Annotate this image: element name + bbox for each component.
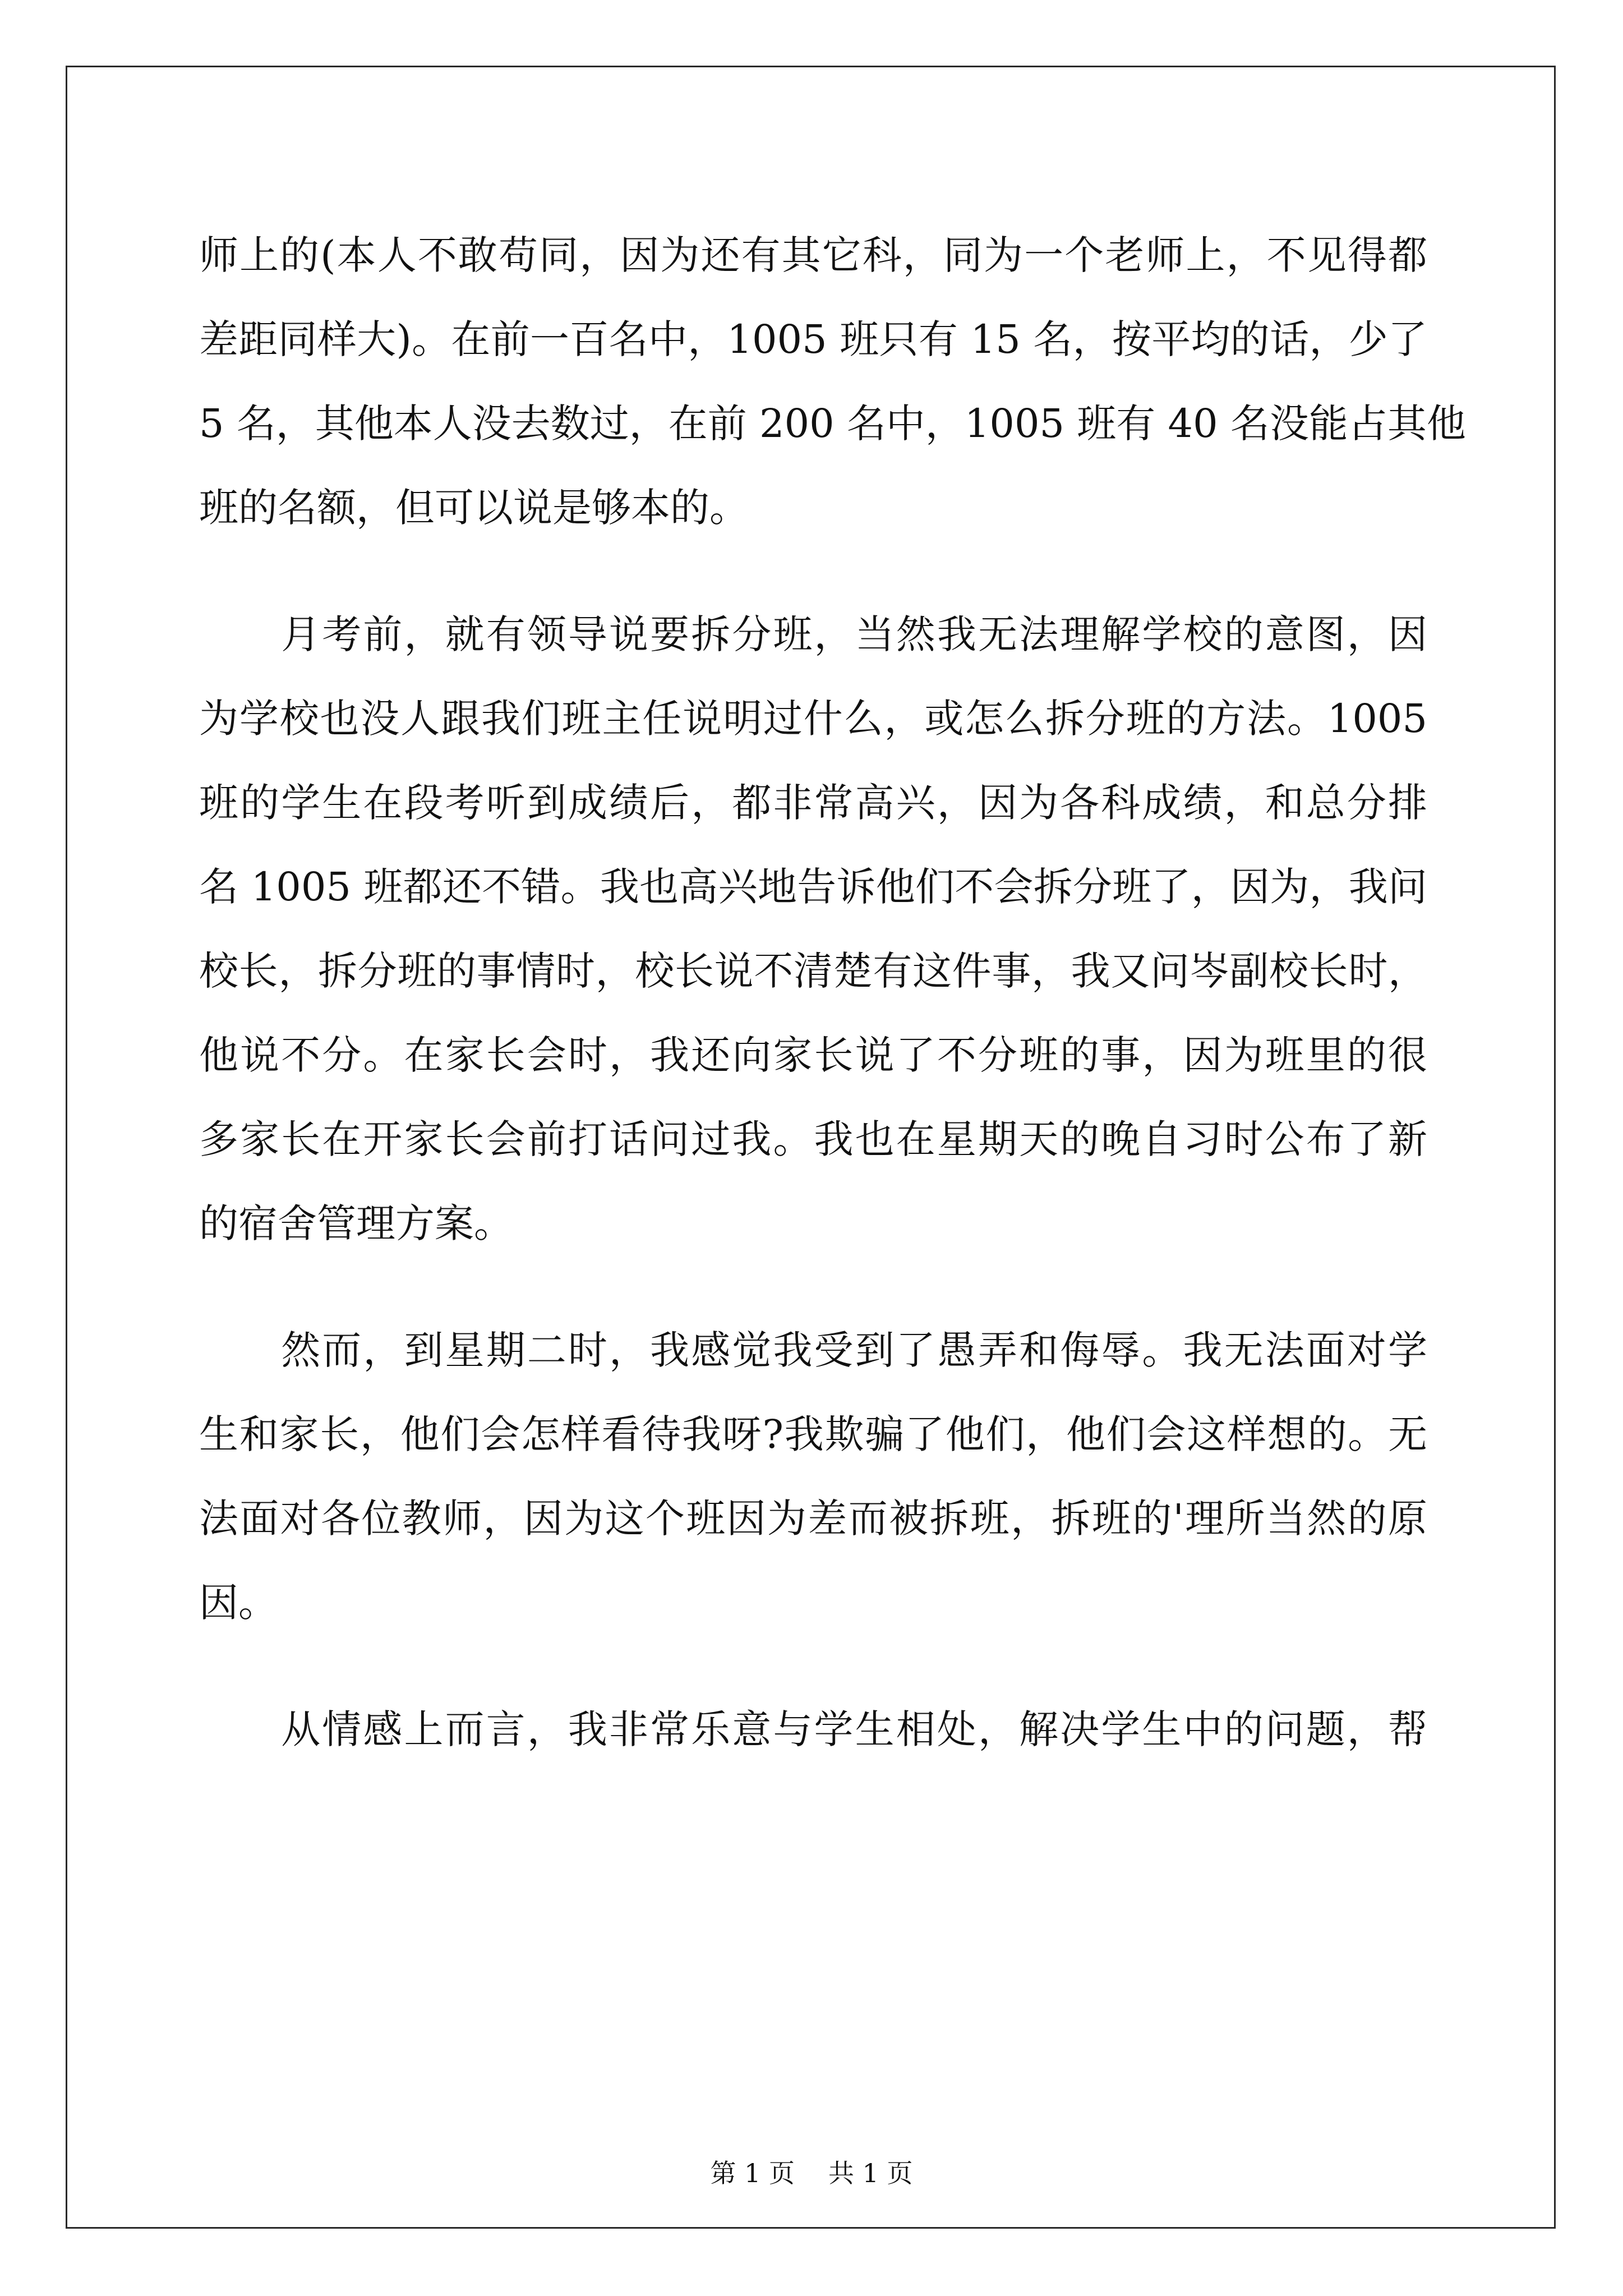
text-line: 他说不分。在家长会时，我还向家长说了不分班的事，因为班里的很 [199,1032,1427,1078]
page-number-total: 共 1 页 [828,2158,913,2188]
text-line: 班的名额，但可以说是够本的。 [199,485,749,531]
text-line: 5 名，其他本人没去数过，在前 200 名中，1005 班有 40 名没能占其他 [199,401,1466,447]
text-line: 因。 [199,1580,278,1626]
text-line: 多家长在开家长会前打话问过我。我也在星期天的晚自习时公布了新 [199,1116,1427,1162]
text-line: 的宿舍管理方案。 [199,1200,513,1246]
text-line: 校长，拆分班的事情时，校长说不清楚有这件事，我又问岑副校长时， [199,948,1427,994]
text-line: 为学校也没人跟我们班主任说明过什么，或怎么拆分班的方法。1005 [199,696,1427,742]
document-body [199,213,1466,1772]
page-footer [0,2153,1623,2190]
text-line: 然而，到星期二时，我感觉我受到了愚弄和侮辱。我无法面对学 [199,1327,1427,1373]
text-line: 名 1005 班都还不错。我也高兴地告诉他们不会拆分班了，因为，我问 [199,864,1427,910]
page-number-current: 第 1 页 [710,2158,795,2188]
text-line: 法面对各位教师，因为这个班因为差而被拆班，拆班的'理所当然的原 [199,1496,1427,1542]
text-line: 差距同样大)。在前一百名中，1005 班只有 15 名，按平均的话，少了 [199,316,1427,362]
text-line: 班的学生在段考听到成绩后，都非常高兴，因为各科成绩，和总分排 [199,780,1427,826]
text-line: 月考前，就有领导说要拆分班，当然我无法理解学校的意图，因 [199,611,1427,657]
paragraph-gap [199,550,1427,592]
paragraph-gap [199,1645,1427,1687]
text-line: 从情感上而言，我非常乐意与学生相处，解决学生中的问题，帮 [199,1706,1427,1752]
text-line: 师上的(本人不敢苟同，因为还有其它科，同为一个老师上，不见得都 [199,232,1427,278]
paragraph-gap [199,1266,1427,1308]
text-line: 生和家长，他们会怎样看待我呀?我欺骗了他们，他们会这样想的。无 [199,1411,1427,1457]
